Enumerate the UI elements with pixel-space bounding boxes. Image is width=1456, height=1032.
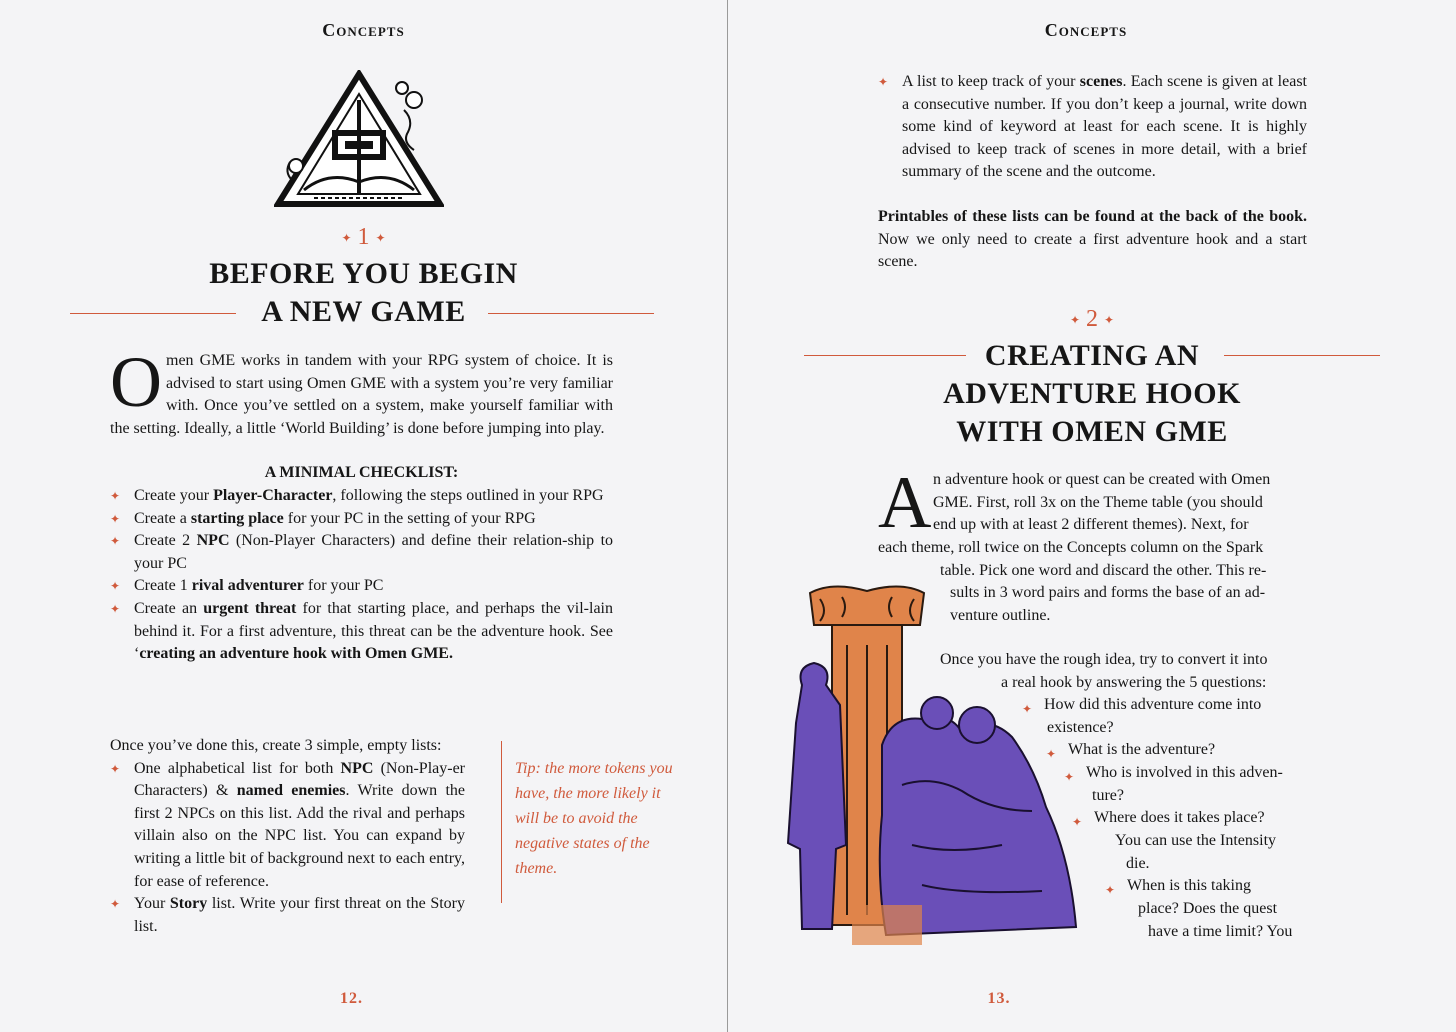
- star-icon: ✦: [375, 230, 386, 245]
- page-number: 12.: [340, 990, 363, 1007]
- star-icon: ✦: [341, 230, 352, 245]
- chapter-number: ✦ 1 ✦: [341, 224, 386, 250]
- text-line: table. Pick one word and discard the other. This re-: [940, 562, 1267, 579]
- title-rule-right: [1224, 355, 1380, 356]
- left-body-text: [110, 342, 614, 666]
- chapter-title: BEFORE YOU BEGIN A NEW GAME: [209, 257, 518, 328]
- list-item: ✦ Create your Player-Character, following the steps outlined in your RPG: [110, 485, 613, 508]
- list-item: ✦ One alphabetical list for both NPC (Non-Play-er Characters) & named enemies. Write down the first 2 NPCs on this list. Add the rival and perhaps villain also on the NPC list. You can expand by writing a little bit of background next to each entry, for ease of reference.: [110, 758, 465, 894]
- list-item: ✦ Your Story list. Write your first threat on the Story list.: [110, 893, 465, 938]
- list-item: ✦ Create a starting place for your PC in the setting of your RPG: [110, 508, 613, 531]
- checklist-heading: A MINIMAL CHECKLIST:: [264, 464, 459, 482]
- star-icon: ✦: [1046, 747, 1057, 761]
- checklist: [110, 485, 613, 666]
- star-icon: ✦: [1105, 883, 1116, 897]
- tip-note: Tip: the more tokens you have, the more likely it will be to avoid the negative states of the theme.: [515, 760, 673, 877]
- empty-lists: [110, 758, 465, 939]
- list-item: ✦ A list to keep track of your scenes. Each scene is given at least a consecutive number. If you don’t keep a journal, write down some kind of keyword at least for each scene. It is highly advised to keep track of scenes in more detail, with a brief summary of the scene and the outcome.: [878, 71, 1307, 184]
- chapter-number: ✦ 2 ✦: [1069, 306, 1115, 332]
- list-item: ✦ Create an urgent threat for that starting place, and perhaps the vil-lain behind it. For a first adventure, this threat can be the adventure hook. See ‘creating an adventure hook with Omen GME.: [110, 598, 613, 666]
- triangle-emblem-illustration: [274, 70, 444, 210]
- text-line: each theme, roll twice on the Concepts column on the Spark: [878, 539, 1264, 556]
- lists-intro: Once you’ve done this, create 3 simple, empty lists:: [110, 737, 442, 754]
- text-line: GME. First, roll 3x on the Theme table (you should: [933, 494, 1263, 511]
- star-icon: ✦: [1064, 770, 1075, 784]
- text-line: venture outline.: [950, 607, 1051, 624]
- title-rule-right: [488, 313, 654, 314]
- left-page: [0, 0, 727, 1032]
- star-icon: ✦: [1072, 815, 1083, 829]
- text-line: Once you have the rough idea, try to convert it into: [940, 651, 1268, 668]
- hook-dropcap: A: [878, 462, 932, 544]
- text-line: a real hook by answering the 5 questions:: [1001, 674, 1267, 691]
- chapter-title: CREATING AN ADVENTURE HOOK WITH OMEN GME: [943, 339, 1241, 448]
- title-rule-left: [70, 313, 236, 314]
- right-page: Concepts ✦ A list to keep track of your scenes. Each scene is given at least a consecutive number. If you don’t keep a journal, write down some kind of keyword at least for each scene. It is highly advised to keep track of scenes in more detail, with a brief summary of the scene and the outcome. Printables of these lists can be found at the back of the book. Now we only need to create a first adventure hook and a start scene. ✦ 2 ✦ CREATING AN ADVENTURE HOOK WITH OMEN GME A n adventure hook or quest can be created with Omen GME. First, roll 3x on the Theme table (you should end up with at least 2 different themes). Next, for each theme, roll twice on the Concepts column on the Spark table. Pick one word and discard the other. This re- sults in 3 word pairs and forms the base of an ad- venture outline. Once you have the rough idea, try to convert it into a real hook by answering the 5 questions: ✦ How did this adventure come into existence? ✦ What is the adventure? ✦ Who is involved in this adven- ture? ✦ Where does it takes place? You can use the Intensity die. ✦ When is this taking place? Does the quest have a time limit? You 13.: [728, 0, 1456, 1032]
- star-icon: ✦: [1069, 312, 1080, 327]
- lists-section: [110, 735, 465, 938]
- star-icon: ✦: [1022, 702, 1033, 716]
- list-item: ✦ Create 2 NPC (Non-Player Characters) and define their relation-ship to your PC: [110, 530, 613, 575]
- star-icon: ✦: [1104, 312, 1115, 327]
- running-head: Concepts: [322, 20, 405, 40]
- printables-note: Printables of these lists can be found at the back of the book. Now we only need to create a first adventure hook and a start scene.: [878, 207, 1307, 271]
- running-head: Concepts: [1044, 20, 1128, 40]
- text-line: n adventure hook or quest can be created with Omen: [933, 471, 1271, 488]
- page-number: 13.: [987, 990, 1011, 1007]
- dropcap: O: [110, 342, 162, 422]
- tip-rule: [501, 741, 502, 903]
- list-item: ✦ Create 1 rival adventurer for your PC: [110, 575, 613, 598]
- column-and-figures-illustration: [772, 585, 1112, 965]
- text-line: end up with at least 2 different themes). Next, for: [933, 516, 1249, 533]
- title-rule-left: [804, 355, 966, 356]
- intro-paragraph: Omen GME works in tandem with your RPG system of choice. It is advised to start using Omen GME with a system you’re very familiar with. Once you’ve settled on a system, make yourself familiar with the setting. Ideally, a little ‘World Building’ is done before jumping into play.: [110, 342, 613, 437]
- text-line: sults in 3 word pairs and forms the base of an ad-: [950, 584, 1266, 601]
- scenes-list: [878, 71, 1307, 274]
